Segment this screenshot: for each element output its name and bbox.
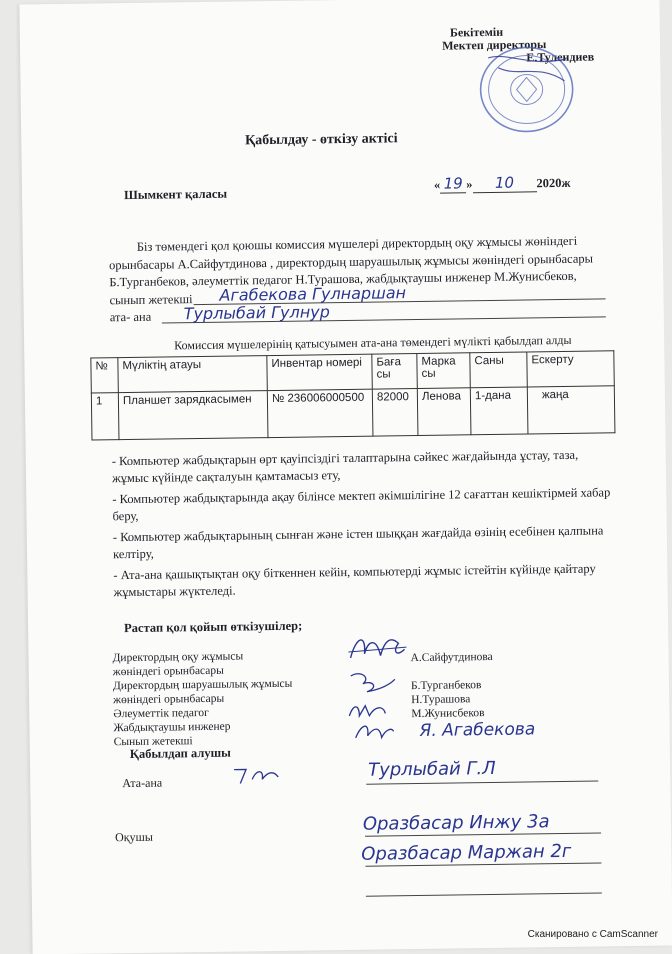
intro-line-4: сынып жетекші [109,291,193,307]
parent-handwriting: Турлыбай Гулнур [183,302,330,324]
role-line: Сынып жетекші [113,735,193,749]
student-1-handwriting: Оразбасар Инжу 3а [362,811,550,835]
role-line: жөніндегі орынбасары [112,664,224,679]
role-line: Жабдықтаушы инженер [113,720,231,735]
role-line: Әлеуметтік педагог [113,706,209,721]
name-zhunisbekov: М.Жунисбеков [411,707,485,721]
signature-turganbekov-icon [345,667,401,698]
header-number: № [91,358,118,393]
intro-line-1: Біз төмендегі қол қоюшы комиссия мүшелері директордың оқу жұмысы жөніндегі [136,233,578,254]
obligation-item: - Компьютер жабдықтарын өрт қауіпсіздігі талаптарына сәйкес жағдайында ұстау, таза, жұмыс күйінде сақталуын қамтамасыз ету, [111,447,579,486]
obligations-list [112,446,620,605]
header-brand: Марка сы [417,353,470,389]
role-line: Директордың оқу жұмысы [112,650,244,665]
cell-brand: Ленова [417,388,471,436]
obligation-item: - Ата-ана қашықтықтан оқу біткеннен кейін, компьютерді жұмыс істейтін күйінде қайтару жұмыстары жүктеледі. [113,561,596,600]
table-row [91,386,615,440]
intro-line-2: орынбасары А.Сайфутдинова , директордың шаруашылық жұмысы жөніндегі орынбасары [108,251,594,272]
approve-line-2: Мектеп директоры [442,37,547,53]
receiver-heading: Қабылдап алушы [129,745,231,762]
approve-line-3: Е.Тулендиев [526,49,595,65]
cell-note: жаңа [527,386,615,434]
obligation-item: - Компьютер жабдықтарының сынған және істен шыққан жағдайда өзінің есебінен қалпына келтіру, [112,523,604,562]
date-close-quote: » [466,177,473,192]
confirm-heading: Растап қол қойып өткізушілер; [124,618,303,636]
role-line: жөніндегі орынбасары [113,692,225,707]
class-teacher-handwriting: Агабекова Гулнаршан [219,283,407,305]
table-caption: Комиссия мүшелерінің қатысуымен ата-ана төмендегі мүлікті қабылдап алды [174,332,572,353]
student-label: Оқушы [114,829,153,845]
role-line: Директордың шаруашылық жұмысы [112,677,293,693]
parent-signature-name: Турлыбай Г.Л [367,757,496,781]
scanner-watermark: Сканировано с CamScanner [527,929,658,940]
name-turganbekov: Б.Турганбеков [410,679,482,693]
signatory-names [410,650,493,721]
signatory-roles [112,649,293,749]
obligation-item: - Компьютер жабдықтарында ақау білінсе мектеп әкімшілігіне 12 сағаттан кешіктірмей хабар беру, [112,485,611,524]
assets-table [90,350,615,440]
header-quantity: Саны [470,352,527,388]
cell-asset-name: Планшет зарядкасымен [118,391,268,440]
header-price: Баға сы [372,353,417,389]
class-teacher-signature-name: Я. Агабекова [419,719,536,741]
signature-parent-icon [230,763,282,788]
header-note: Ескерту [527,351,614,387]
cell-number: 1 [91,393,119,440]
name-turashova: Н.Турашова [411,693,471,707]
intro-line-5: ата- ана [109,309,152,325]
date-month: 10 [472,173,536,193]
document-title: Қабылдау - өткізу актісі [244,131,398,149]
approve-line-1: Бекітемін [449,24,504,40]
cell-inventory-number: № 236006000500 [267,389,373,437]
header-asset-name: Мүліктің атауы [118,356,267,393]
cell-quantity: 1-дана [470,387,528,435]
date-day: 19 [440,174,466,193]
school-stamp-icon [468,37,581,139]
document-sheet [19,0,672,954]
parent-label: Ата-ана [122,775,163,791]
student-line-3 [366,892,602,896]
signature-saifutdinova-icon [346,631,408,664]
date-year: 2020ж [536,175,571,191]
cell-price: 82000 [372,388,418,436]
document-date [434,173,571,194]
name-saifutdinova: А.Сайфутдинова [410,650,493,665]
student-2-handwriting: Оразбасар Маржан 2г [361,840,572,865]
signature-class-teacher-icon [351,717,395,744]
intro-line-3: Б.Турганбеков, әлеуметтік педагог Н.Турашова, жабдықтаушы инженер М.Жунисбеков, [109,268,577,290]
parent-signature-line [366,781,598,785]
header-inventory-number: Инвентар номері [267,354,372,390]
date-open-quote: « [433,177,441,192]
city-label: Шымкент қаласы [123,186,228,203]
